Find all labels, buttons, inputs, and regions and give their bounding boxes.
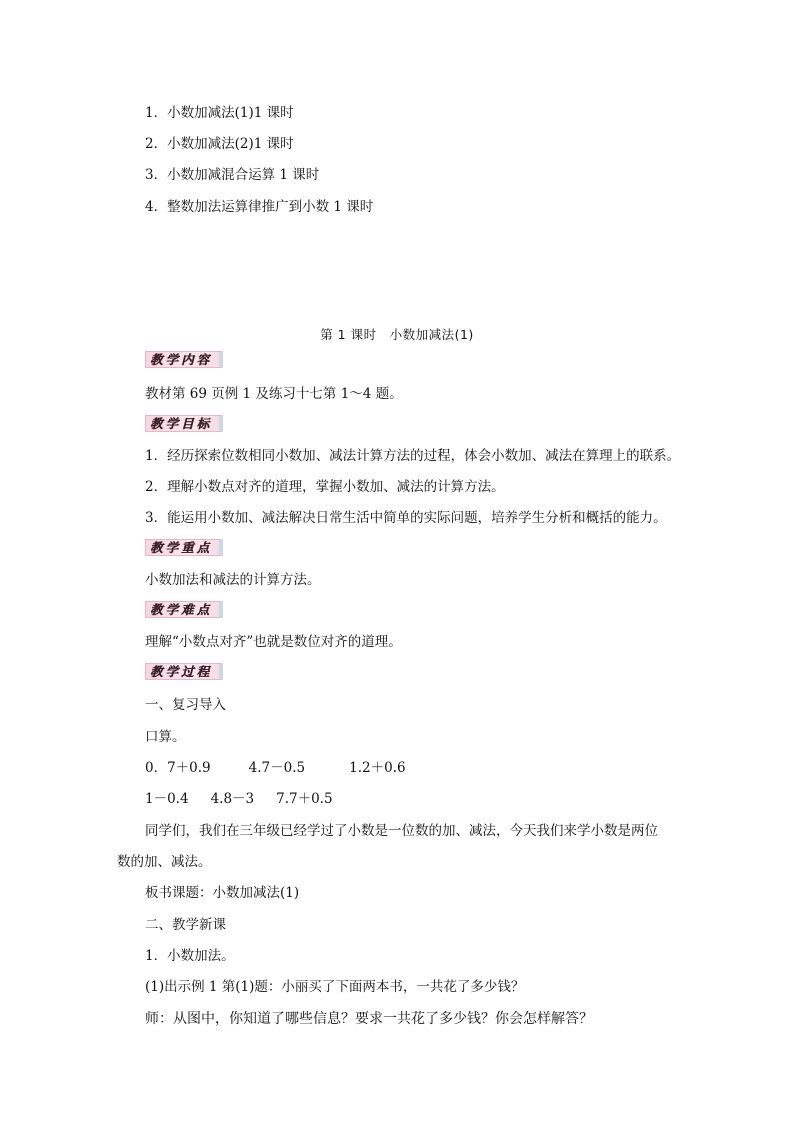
toc-item-1: 1．小数加减法(1)1 课时 [145,105,294,121]
section-badge-content: 教学内容 [145,351,223,368]
intro-paragraph-line-2: 数的加、减法。 [117,854,212,870]
teacher-question: 师：从图中，你知道了哪些信息？要求一共花了多少钱？你会怎样解答？ [145,1011,593,1027]
toc-item-3: 3．小数加减混合运算 1 课时 [145,167,320,183]
key-points-text: 小数加法和减法的计算方法。 [145,572,321,588]
difficulties-text: 理解“小数点对齐”也就是数位对齐的道理。 [145,634,402,650]
section-badge-goals: 教学目标 [145,415,223,432]
toc-item-2: 2．小数加减法(2)1 课时 [145,136,294,152]
calc-item: 7.7＋0.5 [276,791,333,807]
content-text: 教材第 69 页例 1 及练习十七第 1～4 题。 [145,386,403,402]
board-title: 板书课题：小数加减法(1) [145,885,300,901]
section-badge-process: 教学过程 [145,663,223,680]
goal-item-1: 1．经历探索位数相同小数加、减法计算方法的过程，体会小数加、减法在算理上的联系。 [145,448,681,464]
item-decimal-addition: 1．小数加法。 [145,948,235,964]
calc-row-2 [145,790,333,808]
process-heading-new: 二、教学新课 [145,917,226,933]
section-badge-difficulties: 教学难点 [145,601,223,618]
toc-item-4: 4．整数加法运算律推广到小数 1 课时 [145,199,374,215]
intro-paragraph-line-1: 同学们，我们在三年级已经学过了小数是一位数的加、减法，今天我们来学小数是两位 [145,823,658,839]
calc-item: 4.8－3 [210,791,255,807]
section-badge-key-points: 教学重点 [145,539,223,556]
calc-item: 1.2＋0.6 [349,760,406,776]
goal-item-2: 2．理解小数点对齐的道理，掌握小数加、减法的计算方法。 [145,479,505,495]
oral-calc-label: 口算。 [145,729,186,745]
calc-item: 1－0.4 [145,791,189,807]
process-heading-review: 一、复习导入 [145,697,226,713]
example-1-text: (1)出示例 1 第(1)题：小丽买了下面两本书，一共花了多少钱？ [145,979,525,995]
lesson-title: 第 1 课时 小数加减法(1) [320,327,474,342]
calc-item: 4.7－0.5 [248,760,306,776]
goal-item-3: 3．能运用小数加、减法解决日常生活中简单的实际问题，培养学生分析和概括的能力。 [145,510,667,526]
calc-item: 0．7＋0.9 [145,760,211,776]
calc-row-1 [145,759,406,777]
